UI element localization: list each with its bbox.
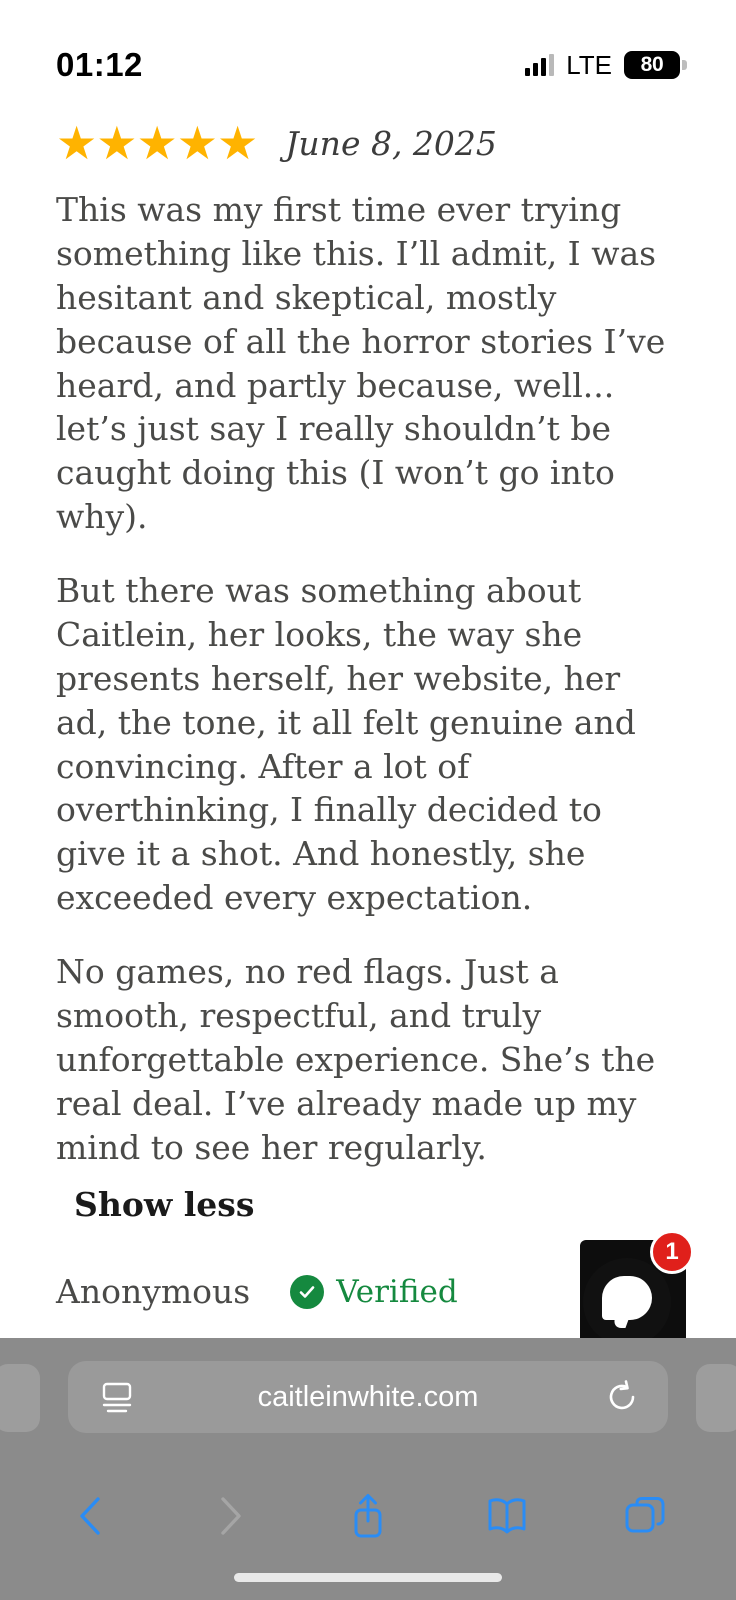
chat-unread-badge: 1 bbox=[650, 1230, 694, 1274]
address-bar[interactable] bbox=[68, 1361, 668, 1433]
review-author: Anonymous bbox=[56, 1272, 251, 1312]
cellular-signal-icon bbox=[525, 54, 554, 76]
check-circle-icon bbox=[290, 1275, 324, 1309]
address-bar-row bbox=[0, 1338, 736, 1456]
status-time: 01:12 bbox=[56, 46, 143, 83]
review-header bbox=[56, 117, 680, 169]
review-paragraph: This was my first time ever trying something like this. I’ll admit, I was hesitant and skeptical, mostly because of all the horror stories I’ve heard, and partly because, well... let’s just say I really shouldn’t be caught doing this (I won’t go into why). bbox=[56, 190, 666, 537]
show-less-button[interactable]: Show less bbox=[74, 1185, 255, 1225]
tabs-button[interactable] bbox=[610, 1481, 680, 1551]
share-button[interactable] bbox=[333, 1481, 403, 1551]
forward-button bbox=[195, 1481, 265, 1551]
chat-widget-button[interactable] bbox=[580, 1240, 686, 1346]
url-text[interactable]: caitleinwhite.com bbox=[257, 1380, 479, 1413]
reload-icon[interactable] bbox=[604, 1379, 640, 1415]
browser-chrome bbox=[0, 1338, 736, 1600]
review-paragraph: But there was something about Caitlein, her looks, the way she presents herself, her website, her ad, the tone, it all felt genuine and convincing. After a lot of overthinking, I finally decided to give it a shot. And honestly, she exceeded every expectation. bbox=[56, 571, 636, 918]
review-body bbox=[56, 188, 680, 1224]
review-card bbox=[0, 117, 736, 1312]
back-button[interactable] bbox=[56, 1481, 126, 1551]
star-rating-icon: ★★★★★ bbox=[56, 117, 258, 169]
chat-bubble-icon bbox=[602, 1276, 652, 1320]
browser-toolbar bbox=[0, 1456, 736, 1566]
status-indicators bbox=[525, 50, 680, 81]
verified-label: Verified bbox=[336, 1273, 458, 1310]
bookmarks-button[interactable] bbox=[472, 1481, 542, 1551]
review-paragraph: No games, no red flags. Just a smooth, respectful, and truly unforgettable experience. She’s the real deal. I’ve already made up my mind to see her regularly. bbox=[56, 952, 656, 1167]
status-bar bbox=[0, 0, 736, 100]
network-type-label: LTE bbox=[566, 49, 612, 80]
status-badge bbox=[290, 1274, 458, 1310]
aa-page-settings-icon[interactable] bbox=[96, 1379, 138, 1415]
battery-icon bbox=[624, 51, 680, 79]
previous-tab-peek[interactable] bbox=[0, 1364, 40, 1432]
review-date: June 8, 2025 bbox=[285, 123, 497, 163]
battery-level-label: 80 bbox=[640, 53, 664, 76]
next-tab-peek[interactable] bbox=[696, 1364, 736, 1432]
home-indicator bbox=[234, 1573, 502, 1582]
